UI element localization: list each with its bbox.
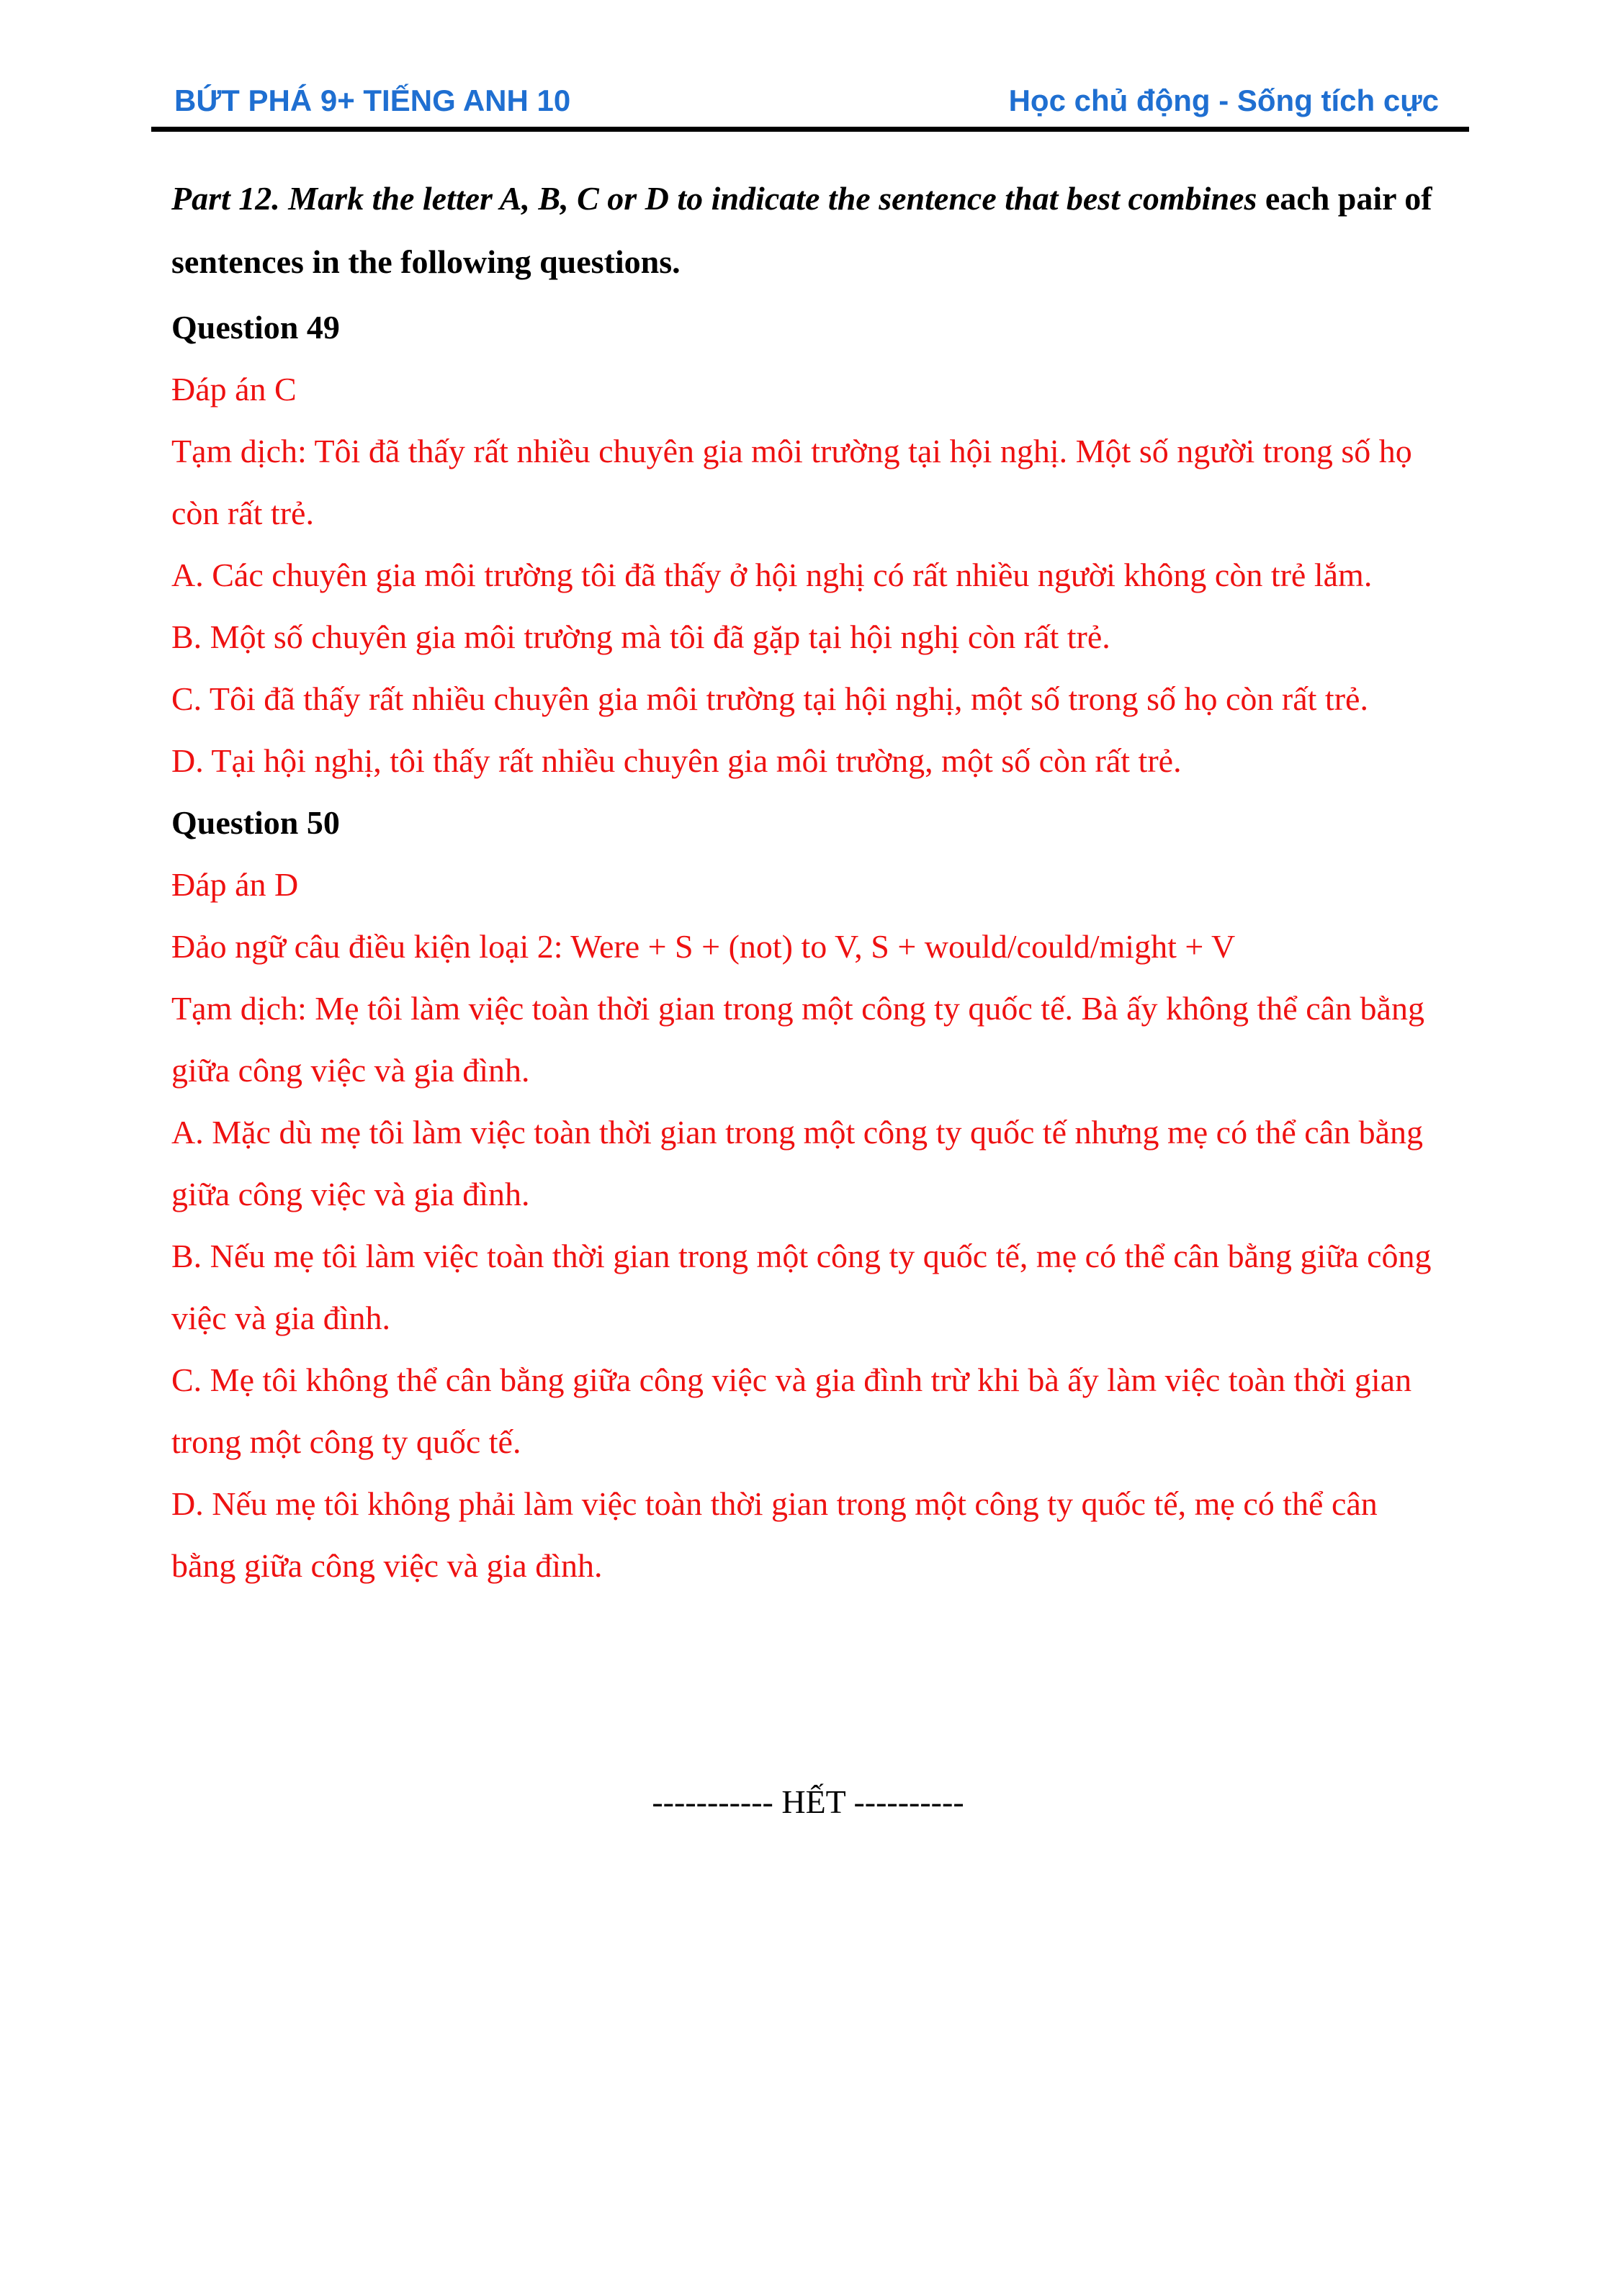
- translation: Tạm dịch: Tôi đã thấy rất nhiều chuyên gia môi trường tại hội nghị. Một số người trong số họ còn rất trẻ.: [171, 433, 1412, 531]
- instruction-regular: each pair of sentences in the following questions.: [171, 180, 1432, 280]
- option-c: C. Mẹ tôi không thể cân bằng giữa công việc và gia đình trừ khi bà ấy làm việc toàn thời gian trong một công ty quốc tế.: [171, 1361, 1412, 1460]
- option-c: C. Tôi đã thấy rất nhiều chuyên gia môi trường tại hội nghị, một số trong số họ còn rất trẻ.: [171, 680, 1368, 717]
- option-a: A. Mặc dù mẹ tôi làm việc toàn thời gian trong một công ty quốc tế nhưng mẹ có thể cân bằng giữa công việc và gia đình.: [171, 1114, 1424, 1212]
- option-d: D. Tại hội nghị, tôi thấy rất nhiều chuyên gia môi trường, một số còn rất trẻ.: [171, 742, 1182, 779]
- end-marker: ----------- HẾT ----------: [652, 1783, 964, 1820]
- option-b: B. Một số chuyên gia môi trường mà tôi đã gặp tại hội nghị còn rất trẻ.: [171, 618, 1110, 655]
- option-a: A. Các chuyên gia môi trường tôi đã thấy ở hội nghị có rất nhiều người không còn trẻ lắm.: [171, 557, 1373, 593]
- grammar-note: Đảo ngữ câu điều kiện loại 2: Were + S + (not) to V, S + would/could/might + V: [171, 928, 1236, 965]
- instruction-italic: Part 12. Mark the letter A, B, C or D to indicate the sentence that best combines: [171, 180, 1257, 217]
- answer-key: Đáp án C: [171, 371, 297, 408]
- translation: Tạm dịch: Mẹ tôi làm việc toàn thời gian trong một công ty quốc tế. Bà ấy không thể cân bằng giữa công việc và gia đình.: [171, 990, 1424, 1089]
- document-body: [171, 167, 1447, 1597]
- header-slogan: Học chủ động - Sống tích cực: [1008, 84, 1439, 117]
- answer-key: Đáp án D: [171, 866, 299, 903]
- part-instruction: [171, 167, 1447, 294]
- option-b: B. Nếu mẹ tôi làm việc toàn thời gian trong một công ty quốc tế, mẹ có thể cân bằng giữa công việc và gia đình.: [171, 1238, 1432, 1336]
- question-title: Question 50: [171, 804, 340, 841]
- question-block: [171, 297, 1447, 792]
- option-d: D. Nếu mẹ tôi không phải làm việc toàn thời gian trong một công ty quốc tế, mẹ có thể cân bằng giữa công việc và gia đình.: [171, 1485, 1378, 1584]
- question-block: [171, 792, 1447, 1597]
- header-title: BỨT PHÁ 9+ TIẾNG ANH 10: [174, 84, 571, 117]
- question-title: Question 49: [171, 309, 340, 346]
- page-header: [151, 81, 1469, 132]
